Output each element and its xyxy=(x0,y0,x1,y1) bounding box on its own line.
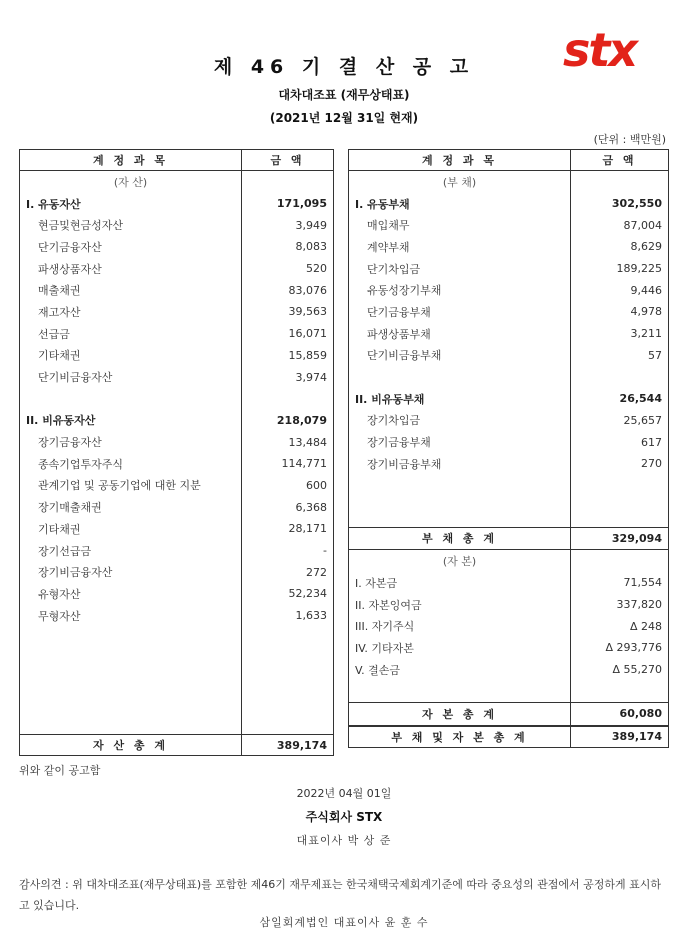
equity-total xyxy=(349,703,669,726)
equity-item xyxy=(349,637,669,659)
asset-item-label: 장기비금융자산 xyxy=(20,561,242,583)
asset-item-label: 관계기업 및 공동기업에 대한 지분 xyxy=(20,475,242,497)
asset-item xyxy=(20,431,334,453)
blank-row-amount xyxy=(571,366,669,388)
asset-item-amount: 3,974 xyxy=(295,370,327,384)
table-header-amount: 금 액 xyxy=(571,150,669,171)
blank-row-label xyxy=(20,626,242,735)
equity-item-amount: 71,554 xyxy=(623,576,662,590)
asset-item-amount: 8,083 xyxy=(295,240,327,254)
asset-item xyxy=(20,301,334,323)
asset-item-amount: 52,234 xyxy=(288,587,327,601)
equity-section-label: (자 본) xyxy=(349,550,571,572)
liability-item-label: 단기비금융부채 xyxy=(349,345,571,367)
asset-item xyxy=(20,475,334,497)
grand-total-label: 부 채 및 자 본 총 계 xyxy=(349,726,571,748)
asset-item-amount: 272 xyxy=(306,565,327,579)
liability-item-amount: 617 xyxy=(641,435,662,449)
asset-item xyxy=(20,366,334,388)
asset-item-amount: 520 xyxy=(306,262,327,276)
liability-item-label: 유동성장기부채 xyxy=(349,279,571,301)
equity-item xyxy=(349,615,669,637)
liability-item-amount: 189,225 xyxy=(616,262,662,276)
grand-total-amount: 389,174 xyxy=(571,726,669,748)
blank-row-label xyxy=(349,475,571,528)
blank-row-label xyxy=(349,680,571,702)
grand-total xyxy=(349,726,669,748)
asset-item-label: 기타채권 xyxy=(20,345,242,367)
equity-item-amount: Δ 293,776 xyxy=(605,641,662,655)
asset-item-amount: 6,368 xyxy=(295,500,327,514)
liability-item xyxy=(349,431,669,453)
assets-total-label: 자 산 총 계 xyxy=(20,735,242,756)
asset-item-amount: 3,949 xyxy=(295,218,327,232)
asset-item-label: 단기금융자산 xyxy=(20,236,242,258)
liability-item-amount: 9,446 xyxy=(630,283,662,297)
asset-group-amount: 171,095 xyxy=(276,197,327,211)
blank-row xyxy=(349,680,669,702)
equity-section xyxy=(349,550,669,572)
blank-row-label xyxy=(20,388,242,410)
liability-group-amount: 302,550 xyxy=(611,197,662,211)
asset-item xyxy=(20,453,334,475)
asset-item xyxy=(20,323,334,345)
liability-item-amount: 4,978 xyxy=(630,305,662,319)
asset-item-label: 장기매출채권 xyxy=(20,496,242,518)
asset-item xyxy=(20,583,334,605)
liability-item-amount: 87,004 xyxy=(623,218,662,232)
blank-row xyxy=(20,388,334,410)
auditor-name: 삼일회계법인 대표이사 윤 훈 수 xyxy=(259,916,429,929)
asset-item-amount: 13,484 xyxy=(288,435,327,449)
statement-subtitle: 대차대조표 (재무상태표) xyxy=(278,88,410,102)
liability-group-label: II. 비유동부채 xyxy=(349,388,571,410)
assets-table xyxy=(19,149,334,756)
asset-item-label: 재고자산 xyxy=(20,301,242,323)
liability-item xyxy=(349,214,669,236)
blank-row-label xyxy=(349,366,571,388)
liability-group-label: I. 유동부채 xyxy=(349,193,571,215)
asset-item-label: 장기선급금 xyxy=(20,540,242,562)
liability-item xyxy=(349,345,669,367)
liability-item-label: 매입채무 xyxy=(349,214,571,236)
table-header xyxy=(20,150,334,171)
asset-item-label: 매출채권 xyxy=(20,279,242,301)
asset-item xyxy=(20,605,334,627)
asset-item-amount: 83,076 xyxy=(288,283,327,297)
equity-total-amount: 60,080 xyxy=(571,703,669,726)
ceo-name: 대표이사 박 상 준 xyxy=(296,834,392,847)
asset-item-amount: 16,071 xyxy=(288,327,327,341)
equity-item-label: IV. 기타자본 xyxy=(349,637,571,659)
asset-item-label: 현금및현금성자산 xyxy=(20,214,242,236)
liability-item xyxy=(349,453,669,475)
liability-group xyxy=(349,388,669,410)
asset-item-label: 장기금융자산 xyxy=(20,431,242,453)
asset-item xyxy=(20,279,334,301)
liability-item-label: 계약부채 xyxy=(349,236,571,258)
liability-item-label: 장기비금융부채 xyxy=(349,453,571,475)
blank-row-amount xyxy=(242,626,334,735)
asset-item-label: 유형자산 xyxy=(20,583,242,605)
liability-item xyxy=(349,258,669,280)
equity-item-label: I. 자본금 xyxy=(349,572,571,594)
liabilities-equity-table xyxy=(348,149,669,748)
asset-item-amount: 28,171 xyxy=(288,522,327,536)
liability-item xyxy=(349,279,669,301)
liabilities-section xyxy=(349,171,669,193)
liabilities-total xyxy=(349,527,669,550)
liability-item-label: 단기차입금 xyxy=(349,258,571,280)
assets-section-label: (자 산) xyxy=(20,171,242,193)
asset-item xyxy=(20,540,334,562)
asset-item xyxy=(20,258,334,280)
liabilities-section-label: (부 채) xyxy=(349,171,571,193)
unit-label: (단위 : 백만원) xyxy=(593,133,666,146)
asset-item-amount: 600 xyxy=(306,478,327,492)
table-header-label: 계 정 과 목 xyxy=(20,150,242,171)
asset-item xyxy=(20,345,334,367)
publication-date: 2022년 04월 01일 xyxy=(296,787,392,800)
asset-item-amount: 114,771 xyxy=(281,457,327,471)
liability-item-amount: 270 xyxy=(641,457,662,471)
asset-group-label: II. 비유동자산 xyxy=(20,410,242,432)
liability-item xyxy=(349,410,669,432)
asset-item-label: 파생상품자산 xyxy=(20,258,242,280)
asset-group xyxy=(20,410,334,432)
asset-item-amount: 39,563 xyxy=(288,305,327,319)
asset-item-label: 선급금 xyxy=(20,323,242,345)
liability-group-amount: 26,544 xyxy=(619,392,662,406)
asset-item xyxy=(20,518,334,540)
statement-date: (2021년 12월 31일 현재) xyxy=(269,111,419,125)
asset-item-label: 종속기업투자주식 xyxy=(20,453,242,475)
asset-item xyxy=(20,496,334,518)
equity-item xyxy=(349,659,669,681)
liability-item-amount: 57 xyxy=(648,348,662,362)
equity-item-amount: Δ 55,270 xyxy=(612,663,662,677)
blank-row-amount xyxy=(242,388,334,410)
liability-item-amount: 25,657 xyxy=(623,413,662,427)
page-title: 제 46 기 결 산 공 고 xyxy=(213,56,475,78)
blank-row xyxy=(20,626,334,735)
liability-item xyxy=(349,301,669,323)
liability-item-label: 단기금융부채 xyxy=(349,301,571,323)
equity-item xyxy=(349,572,669,594)
asset-group-label: I. 유동자산 xyxy=(20,193,242,215)
asset-item-label: 무형자산 xyxy=(20,605,242,627)
liabilities-total-label: 부 채 총 계 xyxy=(349,527,571,550)
assets-total-amount: 389,174 xyxy=(242,735,334,756)
liability-item-amount: 8,629 xyxy=(630,240,662,254)
asset-item-label: 기타채권 xyxy=(20,518,242,540)
audit-opinion: 감사의견 : 위 대차대조표(재무상태표)를 포함한 제46기 재무제표는 한국채택국제회계기준에 따라 중요성의 관점에서 공정하게 표시하고 있습니다. xyxy=(19,878,662,912)
asset-group-amount: 218,079 xyxy=(276,413,327,427)
equity-item-label: III. 자기주식 xyxy=(349,615,571,637)
table-header-amount: 금 액 xyxy=(242,150,334,171)
asset-item-amount: 1,633 xyxy=(295,609,327,623)
table-header xyxy=(349,150,669,171)
blank-row-amount xyxy=(571,680,669,702)
asset-group xyxy=(20,193,334,215)
equity-item-label: II. 자본잉여금 xyxy=(349,594,571,616)
blank-row xyxy=(349,475,669,528)
equity-item-amount: Δ 248 xyxy=(629,619,662,633)
equity-item-label: V. 결손금 xyxy=(349,659,571,681)
liability-item-amount: 3,211 xyxy=(630,327,662,341)
asset-item xyxy=(20,561,334,583)
assets-section xyxy=(20,171,334,193)
asset-item-label: 단기비금융자산 xyxy=(20,366,242,388)
liability-item xyxy=(349,323,669,345)
asset-item-amount: - xyxy=(323,544,327,558)
equity-total-label: 자 본 총 계 xyxy=(349,703,571,726)
asset-item xyxy=(20,214,334,236)
liability-group xyxy=(349,193,669,215)
table-header-label: 계 정 과 목 xyxy=(349,150,571,171)
liabilities-total-amount: 329,094 xyxy=(571,527,669,550)
asset-item xyxy=(20,236,334,258)
blank-row-amount xyxy=(571,475,669,528)
liability-item-label: 장기차입금 xyxy=(349,410,571,432)
company-name: 주식회사 STX xyxy=(305,810,383,824)
liability-item-label: 파생상품부채 xyxy=(349,323,571,345)
blank-row xyxy=(349,366,669,388)
liability-item xyxy=(349,236,669,258)
equity-item xyxy=(349,594,669,616)
equity-item-amount: 337,820 xyxy=(616,598,662,612)
asset-item-amount: 15,859 xyxy=(288,348,327,362)
stx-logo: stx xyxy=(563,23,637,77)
announcement-note: 위와 같이 공고함 xyxy=(19,764,101,777)
liability-item-label: 장기금융부채 xyxy=(349,431,571,453)
assets-total xyxy=(20,735,334,756)
